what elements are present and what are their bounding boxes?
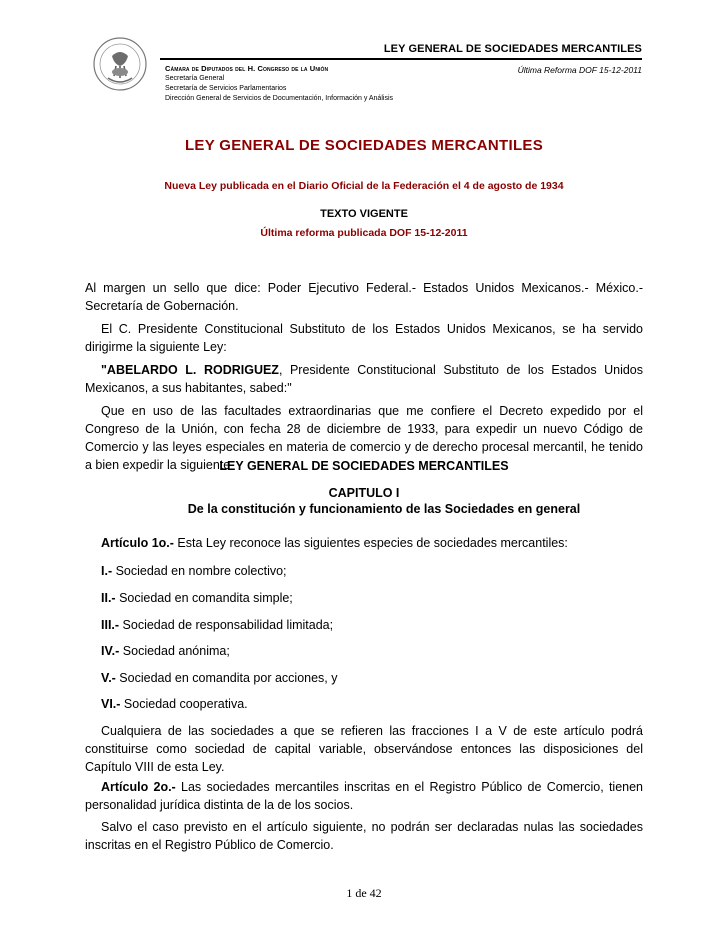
status-label: TEXTO VIGENTE bbox=[320, 208, 408, 220]
fraction-number: III.- bbox=[101, 618, 120, 632]
header-line-1: Secretaría General bbox=[165, 75, 225, 82]
publication-note: Nueva Ley publicada en el Diario Oficial de la Federación el 4 de agosto de 1934 bbox=[164, 180, 564, 192]
fraction-number: VI.- bbox=[101, 697, 121, 711]
fraction-number: II.- bbox=[101, 591, 116, 605]
fraction-text: Sociedad en comandita simple; bbox=[115, 591, 293, 605]
paragraph-variable-capital: Cualquiera de las sociedades a que se refieren las fracciones I a V de este artículo podrá constituirse como sociedad de capital variable, observándose entonces las disposiciones del Capítulo VIII de esta Ley. bbox=[85, 724, 643, 774]
header-divider bbox=[160, 58, 642, 60]
fraction-item bbox=[85, 589, 643, 607]
article-2-text: Las sociedades mercantiles inscritas en el Registro Público de Comercio, tienen personalidad jurídica distinta de la de los socios. bbox=[85, 780, 643, 812]
fraction-item bbox=[85, 695, 643, 713]
fraction-number: IV.- bbox=[101, 644, 120, 658]
paragraph-president: El C. Presidente Constitucional Substituto de los Estados Unidos Mexicanos, se ha servido dirigirme la siguiente Ley: bbox=[85, 322, 643, 354]
president-name: "ABELARDO L. RODRIGUEZ bbox=[101, 363, 279, 377]
fraction-item bbox=[85, 562, 643, 580]
article-2 bbox=[85, 778, 643, 814]
paragraph-faculties: Que en uso de las facultades extraordinarias que me confiere el Decreto expedido por el Congreso de la Unión, con fecha 28 de diciembre de 1933, para expedir un nuevo Código de Comercio y las leyes especiales en materia de comercio y de derecho procesal mercantil, he tenido a bien expedir la siguiente bbox=[85, 404, 643, 472]
header-law-title: LEY GENERAL DE SOCIEDADES MERCANTILES bbox=[383, 43, 642, 55]
fraction-text: Sociedad en comandita por acciones, y bbox=[115, 671, 338, 685]
document-title: LEY GENERAL DE SOCIEDADES MERCANTILES bbox=[184, 137, 544, 154]
article-1-text: Esta Ley reconoce las siguientes especies de sociedades mercantiles: bbox=[173, 536, 568, 550]
coat-of-arms-seal bbox=[92, 36, 148, 96]
paragraph-abelardo-text: , Presidente Constitucional Substituto de los Estados Unidos Mexicanos, a sus habitantes, sabed:" bbox=[85, 363, 644, 395]
fraction-item bbox=[85, 642, 643, 660]
fraction-item bbox=[85, 616, 643, 634]
law-heading: LEY GENERAL DE SOCIEDADES MERCANTILES bbox=[219, 459, 509, 473]
article-2-label: Artículo 2o.- bbox=[101, 780, 176, 794]
fraction-text: Sociedad en nombre colectivo; bbox=[112, 564, 287, 578]
header-last-reform: Última Reforma DOF 15-12-2011 bbox=[517, 65, 642, 75]
page-number: 1 de 42 bbox=[346, 886, 382, 900]
chapter-number: CAPITULO I bbox=[328, 486, 400, 500]
last-reform-published: Última reforma publicada DOF 15-12-2011 bbox=[260, 227, 468, 239]
header-chamber: Cámara de Diputados del H. Congreso de la Unión bbox=[165, 64, 329, 73]
fraction-number: V.- bbox=[101, 671, 116, 685]
paragraph-abelardo bbox=[85, 361, 643, 397]
fraction-item bbox=[85, 669, 643, 687]
header-line-3: Dirección General de Servicios de Documentación, Información y Análisis bbox=[165, 95, 393, 102]
fraction-text: Sociedad anónima; bbox=[119, 644, 230, 658]
fraction-number: I.- bbox=[101, 564, 113, 578]
paragraph-seal: Al margen un sello que dice: Poder Ejecutivo Federal.- Estados Unidos Mexicanos.- México.- Secretaría de Gobernación. bbox=[85, 281, 643, 313]
article-1 bbox=[85, 534, 643, 552]
header-line-2: Secretaría de Servicios Parlamentarios bbox=[165, 85, 287, 92]
fraction-text: Sociedad cooperativa. bbox=[120, 697, 248, 711]
paragraph-nullity: Salvo el caso previsto en el artículo siguiente, no podrán ser declaradas nulas las sociedades inscritas en el Registro Público de Comercio. bbox=[85, 820, 643, 852]
chapter-title: De la constitución y funcionamiento de las Sociedades en general bbox=[187, 502, 581, 516]
article-1-label: Artículo 1o.- bbox=[101, 536, 174, 550]
fraction-text: Sociedad de responsabilidad limitada; bbox=[119, 618, 334, 632]
